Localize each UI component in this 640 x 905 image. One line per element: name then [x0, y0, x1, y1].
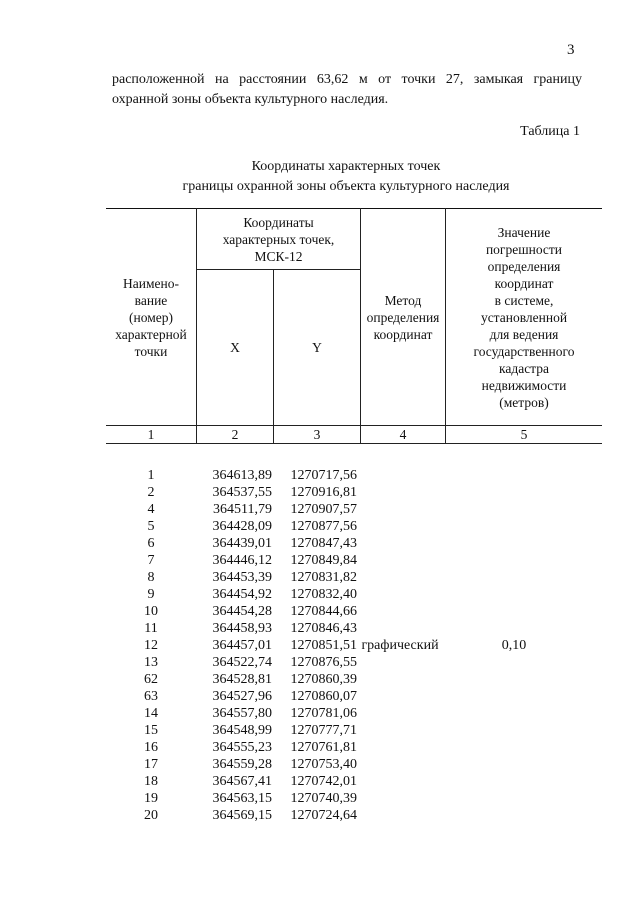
header-x: X: [197, 270, 274, 426]
point-number: 12: [144, 638, 158, 653]
header-coordinates: [197, 209, 361, 270]
coordinate-x: 364439,01: [212, 536, 272, 551]
coordinate-x: 364511,79: [213, 502, 272, 517]
caption-line-1: Координаты характерных точек: [251, 159, 441, 174]
table-row: [106, 467, 589, 484]
coordinate-y: 1270831,82: [290, 570, 357, 585]
column-number-5: 5: [446, 426, 603, 444]
header-line: определения: [366, 309, 440, 325]
coordinate-x: 364563,15: [212, 791, 272, 806]
column-number-1: 1: [106, 426, 197, 444]
coordinate-x: 364454,28: [212, 604, 272, 619]
coordinate-x: 364446,12: [212, 553, 272, 568]
header-accuracy: [446, 209, 603, 426]
header-line: характерных точек,: [222, 231, 335, 247]
point-number: 13: [144, 655, 158, 670]
header-line: Наимено-: [123, 275, 179, 291]
intro-paragraph: [112, 70, 582, 110]
coordinate-x: 364527,96: [212, 689, 272, 704]
coordinate-y: 1270907,57: [290, 502, 357, 517]
coordinate-y: 1270777,71: [290, 723, 357, 738]
header-line: вание: [134, 292, 168, 308]
coordinate-y: 1270847,43: [290, 536, 357, 551]
point-number: 4: [147, 502, 155, 517]
point-number: 1: [147, 468, 155, 483]
coordinate-y: 1270916,81: [290, 485, 357, 500]
point-number: 63: [144, 689, 158, 704]
point-number: 7: [147, 553, 155, 568]
column-number-4: 4: [361, 426, 446, 444]
intro-line-2: охранной зоны объекта культурного наследия.: [112, 92, 389, 107]
column-number-2: 2: [197, 426, 274, 444]
coordinate-y: 1270761,81: [290, 740, 357, 755]
column-number-3: 3: [274, 426, 361, 444]
point-number: 5: [147, 519, 155, 534]
coordinate-x: 364457,01: [212, 638, 272, 653]
table-label: Таблица 1: [520, 124, 580, 139]
coordinate-y: 1270844,66: [290, 604, 357, 619]
coordinate-x: 364555,23: [212, 740, 272, 755]
table-caption: [112, 157, 580, 197]
coordinate-x: 364569,15: [212, 808, 272, 823]
header-line: (метров): [499, 394, 549, 410]
header-line: координат: [373, 326, 433, 342]
point-number: 18: [144, 774, 158, 789]
header-line: МСК-12: [254, 248, 303, 264]
header-line: установленной: [480, 309, 568, 325]
header-line: Значение: [497, 224, 551, 240]
point-number: 19: [144, 791, 158, 806]
caption-line-2: границы охранной зоны объекта культурного наследия: [182, 179, 510, 194]
coordinate-y: 1270860,39: [290, 672, 357, 687]
coordinate-y: 1270753,40: [290, 757, 357, 772]
header-point-name: [106, 209, 197, 426]
point-number: 2: [147, 485, 155, 500]
coordinate-y: 1270717,56: [290, 468, 357, 483]
header-line: определения: [487, 258, 561, 274]
coordinate-y: 1270846,43: [290, 621, 357, 636]
coordinate-x: 364613,89: [212, 468, 272, 483]
header-line: точки: [134, 343, 168, 359]
coordinate-y: 1270860,07: [290, 689, 357, 704]
method-value: графический: [361, 638, 439, 653]
coordinate-y: 1270877,56: [290, 519, 357, 534]
coordinate-x: 364537,55: [212, 485, 272, 500]
header-line: Метод: [384, 292, 422, 308]
header-line: государственного: [473, 343, 575, 359]
coordinate-y: 1270740,39: [290, 791, 357, 806]
coordinate-x: 364557,80: [212, 706, 272, 721]
coordinate-y: 1270849,84: [290, 553, 357, 568]
header-line: для ведения: [489, 326, 559, 342]
coordinate-x: 364428,09: [212, 519, 272, 534]
table-header: [106, 208, 602, 444]
point-number: 8: [147, 570, 155, 585]
coordinate-y: 1270876,55: [290, 655, 357, 670]
coordinate-x: 364453,39: [212, 570, 272, 585]
point-number: 9: [147, 587, 155, 602]
point-number: 10: [144, 604, 158, 619]
point-number: 62: [144, 672, 158, 687]
header-line: характерной: [115, 326, 187, 342]
coordinate-x: 364454,92: [212, 587, 272, 602]
point-number: 20: [144, 808, 158, 823]
coordinate-x: 364458,93: [212, 621, 272, 636]
coordinate-x: 364559,28: [212, 757, 272, 772]
header-line: погрешности: [485, 241, 563, 257]
accuracy-value: 0,10: [501, 638, 527, 653]
header-line: недвижимости: [481, 377, 567, 393]
coordinate-x: 364567,41: [212, 774, 272, 789]
header-line: координат: [494, 275, 554, 291]
coordinate-y: 1270832,40: [290, 587, 357, 602]
point-number: 16: [144, 740, 158, 755]
coordinate-x: 364522,74: [212, 655, 272, 670]
header-method: [361, 209, 446, 426]
point-number: 17: [144, 757, 158, 772]
coordinates-table-body: [106, 467, 589, 824]
point-number: 15: [144, 723, 158, 738]
header-y: Y: [274, 270, 361, 426]
coordinate-y: 1270742,01: [290, 774, 357, 789]
point-number: 11: [144, 621, 158, 636]
header-line: кадастра: [498, 360, 549, 376]
page-number: 3: [567, 42, 575, 58]
header-line: (номер): [129, 309, 173, 325]
header-line: в системе,: [494, 292, 554, 308]
coordinate-x: 364528,81: [212, 672, 272, 687]
coordinate-y: 1270781,06: [290, 706, 357, 721]
intro-line-1: расположенной на расстоянии 63,62 м от точки 27, замыкая границу: [112, 72, 582, 87]
point-number: 14: [144, 706, 158, 721]
header-line: Координаты: [243, 214, 314, 230]
coordinate-y: 1270724,64: [290, 808, 357, 823]
point-number: 6: [147, 536, 155, 551]
coordinate-x: 364548,99: [212, 723, 272, 738]
coordinate-y: 1270851,51: [290, 638, 357, 653]
